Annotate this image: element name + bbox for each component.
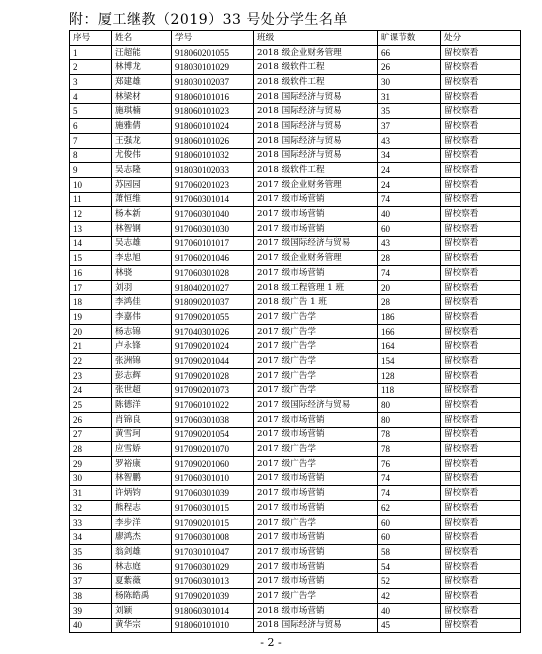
table-row xyxy=(70,501,521,516)
student-name-cell: 尤俊伟 xyxy=(112,148,172,163)
table-row xyxy=(70,515,521,530)
student-name-cell: 林智鹏 xyxy=(112,471,172,486)
student-id-cell: 918040201027 xyxy=(172,280,254,295)
student-name-cell: 杨本新 xyxy=(112,207,172,222)
row-index-cell: 18 xyxy=(70,295,112,310)
student-name-cell: 林骁 xyxy=(112,266,172,281)
table-row xyxy=(70,486,521,501)
row-index-cell: 33 xyxy=(70,515,112,530)
penalty-cell: 留校察看 xyxy=(441,280,521,295)
penalty-cell: 留校察看 xyxy=(441,163,521,178)
table-body xyxy=(70,45,521,633)
class-name-cell: 2017 级国际经济与贸易 xyxy=(254,236,378,251)
table-row xyxy=(70,530,521,545)
class-name-cell: 2017 级广告学 xyxy=(254,589,378,604)
penalty-cell: 留校察看 xyxy=(441,133,521,148)
row-index-cell: 4 xyxy=(70,89,112,104)
penalty-cell: 留校察看 xyxy=(441,60,521,75)
class-name-cell: 2017 级市场营销 xyxy=(254,207,378,222)
table-row xyxy=(70,207,521,222)
table-row xyxy=(70,368,521,383)
absence-count-cell: 24 xyxy=(378,163,441,178)
class-name-cell: 2017 级企业财务管理 xyxy=(254,177,378,192)
table-row xyxy=(70,60,521,75)
row-index-cell: 40 xyxy=(70,618,112,633)
class-name-cell: 2017 级企业财务管理 xyxy=(254,251,378,266)
student-id-cell: 917060301039 xyxy=(172,486,254,501)
table-row xyxy=(70,148,521,163)
student-name-cell: 林梁材 xyxy=(112,89,172,104)
absence-count-cell: 31 xyxy=(378,89,441,104)
absence-count-cell: 37 xyxy=(378,119,441,134)
column-header: 学号 xyxy=(172,31,254,46)
student-name-cell: 熊程志 xyxy=(112,501,172,516)
row-index-cell: 26 xyxy=(70,412,112,427)
absence-count-cell: 45 xyxy=(378,618,441,633)
class-name-cell: 2018 国际经济与贸易 xyxy=(254,119,378,134)
row-index-cell: 25 xyxy=(70,398,112,413)
absence-count-cell: 60 xyxy=(378,530,441,545)
table-row xyxy=(70,192,521,207)
absence-count-cell: 58 xyxy=(378,545,441,560)
penalty-cell: 留校察看 xyxy=(441,412,521,427)
student-name-cell: 李鸿佳 xyxy=(112,295,172,310)
student-id-cell: 917060301028 xyxy=(172,266,254,281)
row-index-cell: 14 xyxy=(70,236,112,251)
absence-count-cell: 154 xyxy=(378,354,441,369)
class-name-cell: 2017 级市场营销 xyxy=(254,427,378,442)
student-name-cell: 施琪楠 xyxy=(112,104,172,119)
column-header: 姓名 xyxy=(112,31,172,46)
class-name-cell: 2017 级市场营销 xyxy=(254,412,378,427)
penalty-cell: 留校察看 xyxy=(441,456,521,471)
penalty-cell: 留校察看 xyxy=(441,383,521,398)
student-name-cell: 萧恒维 xyxy=(112,192,172,207)
penalty-cell: 留校察看 xyxy=(441,221,521,236)
table-row xyxy=(70,221,521,236)
student-id-cell: 917060301015 xyxy=(172,501,254,516)
penalty-cell: 留校察看 xyxy=(441,148,521,163)
absence-count-cell: 43 xyxy=(378,236,441,251)
table-row xyxy=(70,295,521,310)
absence-count-cell: 30 xyxy=(378,75,441,90)
student-id-cell: 917060201046 xyxy=(172,251,254,266)
penalty-cell: 留校察看 xyxy=(441,119,521,134)
table-row xyxy=(70,589,521,604)
row-index-cell: 2 xyxy=(70,60,112,75)
table-row xyxy=(70,119,521,134)
student-id-cell: 917060301030 xyxy=(172,221,254,236)
absence-count-cell: 28 xyxy=(378,295,441,310)
class-name-cell: 2017 级市场营销 xyxy=(254,221,378,236)
student-id-cell: 917090201060 xyxy=(172,456,254,471)
class-name-cell: 2018 国际经济与贸易 xyxy=(254,148,378,163)
table-row xyxy=(70,559,521,574)
absence-count-cell: 28 xyxy=(378,251,441,266)
class-name-cell: 2017 级市场营销 xyxy=(254,559,378,574)
row-index-cell: 19 xyxy=(70,310,112,325)
row-index-cell: 17 xyxy=(70,280,112,295)
row-index-cell: 36 xyxy=(70,559,112,574)
table-header-row xyxy=(70,31,521,46)
student-id-cell: 917060301038 xyxy=(172,412,254,427)
student-id-cell: 917060301008 xyxy=(172,530,254,545)
absence-count-cell: 40 xyxy=(378,207,441,222)
student-name-cell: 李忠旭 xyxy=(112,251,172,266)
table-row xyxy=(70,354,521,369)
row-index-cell: 13 xyxy=(70,221,112,236)
table-row xyxy=(70,618,521,633)
student-id-cell: 917060101022 xyxy=(172,398,254,413)
penalty-cell: 留校察看 xyxy=(441,354,521,369)
penalty-cell: 留校察看 xyxy=(441,471,521,486)
student-name-cell: 吴志隆 xyxy=(112,163,172,178)
column-header: 序号 xyxy=(70,31,112,46)
row-index-cell: 8 xyxy=(70,148,112,163)
absence-count-cell: 166 xyxy=(378,324,441,339)
class-name-cell: 2018 国际经济与贸易 xyxy=(254,133,378,148)
student-name-cell: 林博龙 xyxy=(112,60,172,75)
row-index-cell: 27 xyxy=(70,427,112,442)
student-id-cell: 917090201073 xyxy=(172,383,254,398)
column-header: 旷课节数 xyxy=(378,31,441,46)
table-row xyxy=(70,398,521,413)
student-id-cell: 917090201055 xyxy=(172,310,254,325)
penalty-cell: 留校察看 xyxy=(441,589,521,604)
row-index-cell: 16 xyxy=(70,266,112,281)
table-row xyxy=(70,163,521,178)
penalty-cell: 留校察看 xyxy=(441,368,521,383)
student-name-cell: 翁剑雄 xyxy=(112,545,172,560)
column-header: 班级 xyxy=(254,31,378,46)
table-row xyxy=(70,427,521,442)
student-id-cell: 917090201054 xyxy=(172,427,254,442)
row-index-cell: 7 xyxy=(70,133,112,148)
absence-count-cell: 35 xyxy=(378,104,441,119)
student-name-cell: 林智钢 xyxy=(112,221,172,236)
row-index-cell: 12 xyxy=(70,207,112,222)
student-id-cell: 918060101023 xyxy=(172,104,254,119)
student-id-cell: 917040301026 xyxy=(172,324,254,339)
row-index-cell: 1 xyxy=(70,45,112,60)
student-name-cell: 廖鸿杰 xyxy=(112,530,172,545)
table-row xyxy=(70,324,521,339)
student-name-cell: 黄雪珂 xyxy=(112,427,172,442)
table-row xyxy=(70,310,521,325)
table-row xyxy=(70,251,521,266)
table-row xyxy=(70,280,521,295)
row-index-cell: 32 xyxy=(70,501,112,516)
row-index-cell: 21 xyxy=(70,339,112,354)
absence-count-cell: 78 xyxy=(378,442,441,457)
student-name-cell: 夏紫薇 xyxy=(112,574,172,589)
class-name-cell: 2017 级广告学 xyxy=(254,354,378,369)
penalty-cell: 留校察看 xyxy=(441,501,521,516)
absence-count-cell: 164 xyxy=(378,339,441,354)
penalty-cell: 留校察看 xyxy=(441,515,521,530)
penalty-cell: 留校察看 xyxy=(441,398,521,413)
penalty-cell: 留校察看 xyxy=(441,295,521,310)
class-name-cell: 2018 级企业财务管理 xyxy=(254,45,378,60)
table-row xyxy=(70,456,521,471)
class-name-cell: 2017 级广告学 xyxy=(254,442,378,457)
student-name-cell: 卢永锋 xyxy=(112,339,172,354)
row-index-cell: 34 xyxy=(70,530,112,545)
student-name-cell: 许炳钧 xyxy=(112,486,172,501)
student-id-cell: 917060301010 xyxy=(172,471,254,486)
row-index-cell: 6 xyxy=(70,119,112,134)
student-id-cell: 917060301014 xyxy=(172,192,254,207)
table-row xyxy=(70,412,521,427)
student-name-cell: 苏园园 xyxy=(112,177,172,192)
row-index-cell: 5 xyxy=(70,104,112,119)
penalty-cell: 留校察看 xyxy=(441,45,521,60)
class-name-cell: 2018 国际经济与贸易 xyxy=(254,104,378,119)
student-id-cell: 918030101029 xyxy=(172,60,254,75)
penalty-cell: 留校察看 xyxy=(441,530,521,545)
table-row xyxy=(70,236,521,251)
penalty-cell: 留校察看 xyxy=(441,545,521,560)
penalty-cell: 留校察看 xyxy=(441,603,521,618)
class-name-cell: 2017 级市场营销 xyxy=(254,574,378,589)
table-row xyxy=(70,574,521,589)
student-roster-table xyxy=(69,30,521,633)
student-id-cell: 917030101047 xyxy=(172,545,254,560)
row-index-cell: 28 xyxy=(70,442,112,457)
table-row xyxy=(70,266,521,281)
class-name-cell: 2017 级广告学 xyxy=(254,324,378,339)
absence-count-cell: 74 xyxy=(378,192,441,207)
class-name-cell: 2018 级软件工程 xyxy=(254,60,378,75)
student-name-cell: 彭志辉 xyxy=(112,368,172,383)
row-index-cell: 37 xyxy=(70,574,112,589)
penalty-cell: 留校察看 xyxy=(441,486,521,501)
student-id-cell: 917060201023 xyxy=(172,177,254,192)
penalty-cell: 留校察看 xyxy=(441,339,521,354)
student-id-cell: 918060101024 xyxy=(172,119,254,134)
student-name-cell: 黄华宗 xyxy=(112,618,172,633)
class-name-cell: 2018 级软件工程 xyxy=(254,75,378,90)
class-name-cell: 2018 级工程管理 1 班 xyxy=(254,280,378,295)
student-id-cell: 918060101016 xyxy=(172,89,254,104)
row-index-cell: 31 xyxy=(70,486,112,501)
class-name-cell: 2017 级广告学 xyxy=(254,515,378,530)
absence-count-cell: 43 xyxy=(378,133,441,148)
student-id-cell: 918060301014 xyxy=(172,603,254,618)
student-id-cell: 917060301029 xyxy=(172,559,254,574)
row-index-cell: 22 xyxy=(70,354,112,369)
student-name-cell: 陈德洋 xyxy=(112,398,172,413)
penalty-cell: 留校察看 xyxy=(441,427,521,442)
absence-count-cell: 74 xyxy=(378,486,441,501)
student-id-cell: 918060101032 xyxy=(172,148,254,163)
class-name-cell: 2018 级广告 1 班 xyxy=(254,295,378,310)
student-name-cell: 李步洋 xyxy=(112,515,172,530)
row-index-cell: 10 xyxy=(70,177,112,192)
absence-count-cell: 74 xyxy=(378,471,441,486)
student-id-cell: 917060301013 xyxy=(172,574,254,589)
student-id-cell: 917090201028 xyxy=(172,368,254,383)
absence-count-cell: 74 xyxy=(378,266,441,281)
class-name-cell: 2017 级广告学 xyxy=(254,339,378,354)
table-row xyxy=(70,133,521,148)
row-index-cell: 38 xyxy=(70,589,112,604)
student-id-cell: 918060201055 xyxy=(172,45,254,60)
absence-count-cell: 76 xyxy=(378,456,441,471)
student-id-cell: 918060101010 xyxy=(172,618,254,633)
row-index-cell: 24 xyxy=(70,383,112,398)
absence-count-cell: 80 xyxy=(378,412,441,427)
absence-count-cell: 186 xyxy=(378,310,441,325)
class-name-cell: 2017 级广告学 xyxy=(254,368,378,383)
student-id-cell: 918030102037 xyxy=(172,75,254,90)
student-name-cell: 张洲锦 xyxy=(112,354,172,369)
row-index-cell: 3 xyxy=(70,75,112,90)
student-name-cell: 肖锦良 xyxy=(112,412,172,427)
row-index-cell: 29 xyxy=(70,456,112,471)
student-id-cell: 917090201044 xyxy=(172,354,254,369)
student-name-cell: 郑建雄 xyxy=(112,75,172,90)
class-name-cell: 2018 国际经济与贸易 xyxy=(254,89,378,104)
absence-count-cell: 60 xyxy=(378,221,441,236)
row-index-cell: 35 xyxy=(70,545,112,560)
penalty-cell: 留校察看 xyxy=(441,266,521,281)
table-row xyxy=(70,177,521,192)
row-index-cell: 15 xyxy=(70,251,112,266)
student-name-cell: 杨志锦 xyxy=(112,324,172,339)
table-row xyxy=(70,545,521,560)
absence-count-cell: 78 xyxy=(378,427,441,442)
absence-count-cell: 80 xyxy=(378,398,441,413)
class-name-cell: 2017 级市场营销 xyxy=(254,471,378,486)
penalty-cell: 留校察看 xyxy=(441,574,521,589)
penalty-cell: 留校察看 xyxy=(441,324,521,339)
row-index-cell: 30 xyxy=(70,471,112,486)
student-name-cell: 吴志雄 xyxy=(112,236,172,251)
penalty-cell: 留校察看 xyxy=(441,89,521,104)
penalty-cell: 留校察看 xyxy=(441,251,521,266)
student-id-cell: 917090201015 xyxy=(172,515,254,530)
absence-count-cell: 52 xyxy=(378,574,441,589)
penalty-cell: 留校察看 xyxy=(441,442,521,457)
class-name-cell: 2017 级市场营销 xyxy=(254,266,378,281)
table-row xyxy=(70,75,521,90)
penalty-cell: 留校察看 xyxy=(441,75,521,90)
class-name-cell: 2017 级市场营销 xyxy=(254,486,378,501)
absence-count-cell: 20 xyxy=(378,280,441,295)
row-index-cell: 23 xyxy=(70,368,112,383)
table-row xyxy=(70,45,521,60)
penalty-cell: 留校察看 xyxy=(441,192,521,207)
table-row xyxy=(70,383,521,398)
student-name-cell: 李嘉伟 xyxy=(112,310,172,325)
student-name-cell: 汪超能 xyxy=(112,45,172,60)
penalty-cell: 留校察看 xyxy=(441,618,521,633)
penalty-cell: 留校察看 xyxy=(441,310,521,325)
penalty-cell: 留校察看 xyxy=(441,207,521,222)
student-id-cell: 917090201024 xyxy=(172,339,254,354)
penalty-cell: 留校察看 xyxy=(441,104,521,119)
class-name-cell: 2017 级广告学 xyxy=(254,383,378,398)
student-name-cell: 杨陈皓禹 xyxy=(112,589,172,604)
absence-count-cell: 60 xyxy=(378,515,441,530)
student-name-cell: 刘颖 xyxy=(112,603,172,618)
row-index-cell: 11 xyxy=(70,192,112,207)
absence-count-cell: 62 xyxy=(378,501,441,516)
student-name-cell: 王强龙 xyxy=(112,133,172,148)
student-name-cell: 罗裕康 xyxy=(112,456,172,471)
page-number: - 2 - xyxy=(260,636,282,649)
student-id-cell: 918060101026 xyxy=(172,133,254,148)
row-index-cell: 20 xyxy=(70,324,112,339)
class-name-cell: 2017 级广告学 xyxy=(254,310,378,325)
row-index-cell: 39 xyxy=(70,603,112,618)
class-name-cell: 2017 级市场营销 xyxy=(254,192,378,207)
table-row xyxy=(70,104,521,119)
table-row xyxy=(70,471,521,486)
table-row xyxy=(70,89,521,104)
class-name-cell: 2017 级市场营销 xyxy=(254,545,378,560)
column-header: 处分 xyxy=(441,31,521,46)
class-name-cell: 2017 级广告学 xyxy=(254,456,378,471)
student-name-cell: 张世超 xyxy=(112,383,172,398)
class-name-cell: 2018 级市场营销 xyxy=(254,603,378,618)
student-id-cell: 917090201070 xyxy=(172,442,254,457)
absence-count-cell: 66 xyxy=(378,45,441,60)
table-row xyxy=(70,442,521,457)
student-name-cell: 应雪娇 xyxy=(112,442,172,457)
student-name-cell: 刘羽 xyxy=(112,280,172,295)
penalty-cell: 留校察看 xyxy=(441,236,521,251)
absence-count-cell: 26 xyxy=(378,60,441,75)
absence-count-cell: 128 xyxy=(378,368,441,383)
class-name-cell: 2017 级市场营销 xyxy=(254,530,378,545)
table-row xyxy=(70,339,521,354)
student-id-cell: 917060301040 xyxy=(172,207,254,222)
student-id-cell: 917090201039 xyxy=(172,589,254,604)
class-name-cell: 2018 级软件工程 xyxy=(254,163,378,178)
table-row xyxy=(70,603,521,618)
absence-count-cell: 24 xyxy=(378,177,441,192)
absence-count-cell: 40 xyxy=(378,603,441,618)
student-name-cell: 施雅倩 xyxy=(112,119,172,134)
student-id-cell: 918090201037 xyxy=(172,295,254,310)
student-name-cell: 林志庭 xyxy=(112,559,172,574)
absence-count-cell: 118 xyxy=(378,383,441,398)
student-id-cell: 917060101017 xyxy=(172,236,254,251)
penalty-cell: 留校察看 xyxy=(441,177,521,192)
class-name-cell: 2017 级市场营销 xyxy=(254,501,378,516)
student-id-cell: 918030102033 xyxy=(172,163,254,178)
class-name-cell: 2018 国际经济与贸易 xyxy=(254,618,378,633)
class-name-cell: 2017 级国际经济与贸易 xyxy=(254,398,378,413)
penalty-cell: 留校察看 xyxy=(441,559,521,574)
absence-count-cell: 54 xyxy=(378,559,441,574)
row-index-cell: 9 xyxy=(70,163,112,178)
absence-count-cell: 42 xyxy=(378,589,441,604)
absence-count-cell: 34 xyxy=(378,148,441,163)
page-title: 附：厦工继教（2019）33 号处分学生名单 xyxy=(69,12,348,28)
